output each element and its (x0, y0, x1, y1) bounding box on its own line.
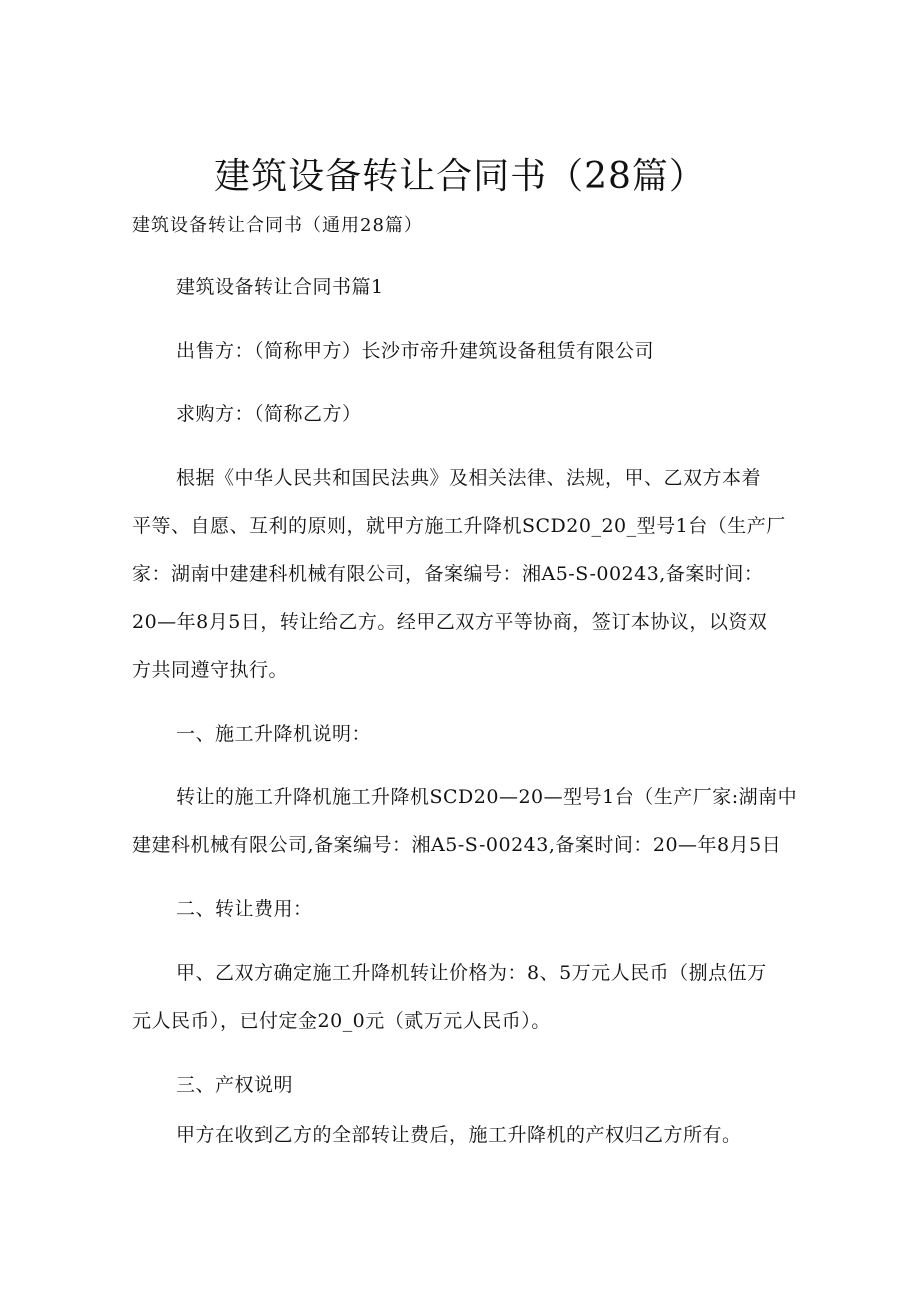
heading-ownership: 三、产权说明 (176, 1074, 294, 1096)
fee-line-2: 元人民币），已付定金20_0元（贰万元人民币）。 (132, 1010, 551, 1032)
intro-line-4: 20—年8月5日，转让给乙方。经甲乙双方平等协商，签订本协议，以资双 (132, 611, 768, 633)
intro-line-3: 家：湖南中建建科机械有限公司，备案编号：湘A5-S-00243,备案时间： (132, 563, 764, 585)
intro-line-1: 根据《中华人民共和国民法典》及相关法律、法规，甲、乙双方本着 (176, 467, 762, 489)
heading-equipment-description: 一、施工升降机说明： (176, 723, 372, 745)
section-heading: 建筑设备转让合同书篇1 (176, 276, 384, 298)
intro-line-5: 方共同遵守执行。 (132, 659, 289, 681)
intro-line-2: 平等、自愿、互利的原则，就甲方施工升降机SCD20_20_型号1台（生产厂 (132, 515, 786, 537)
desc-line-1: 转让的施工升降机施工升降机SCD20—20—型号1台（生产厂家:湖南中 (176, 786, 798, 808)
seller-line: 出售方：（简称甲方）长沙市帝升建筑设备租赁有限公司 (176, 340, 655, 362)
buyer-line: 求购方：（简称乙方） (176, 403, 362, 425)
desc-line-2: 建建科机械有限公司,备案编号：湘A5-S-00243,备案时间：20—年8月5日 (132, 834, 782, 856)
fee-line-1: 甲、乙双方确定施工升降机转让价格为：8、5万元人民币（捌点伍万 (176, 962, 767, 984)
document-subtitle: 建筑设备转让合同书（通用28篇） (132, 215, 423, 236)
heading-transfer-fee: 二、转让费用： (176, 898, 313, 920)
document-title: 建筑设备转让合同书（28篇） (214, 156, 706, 197)
ownership-line: 甲方在收到乙方的全部转让费后，施工升降机的产权归乙方所有。 (176, 1124, 742, 1146)
